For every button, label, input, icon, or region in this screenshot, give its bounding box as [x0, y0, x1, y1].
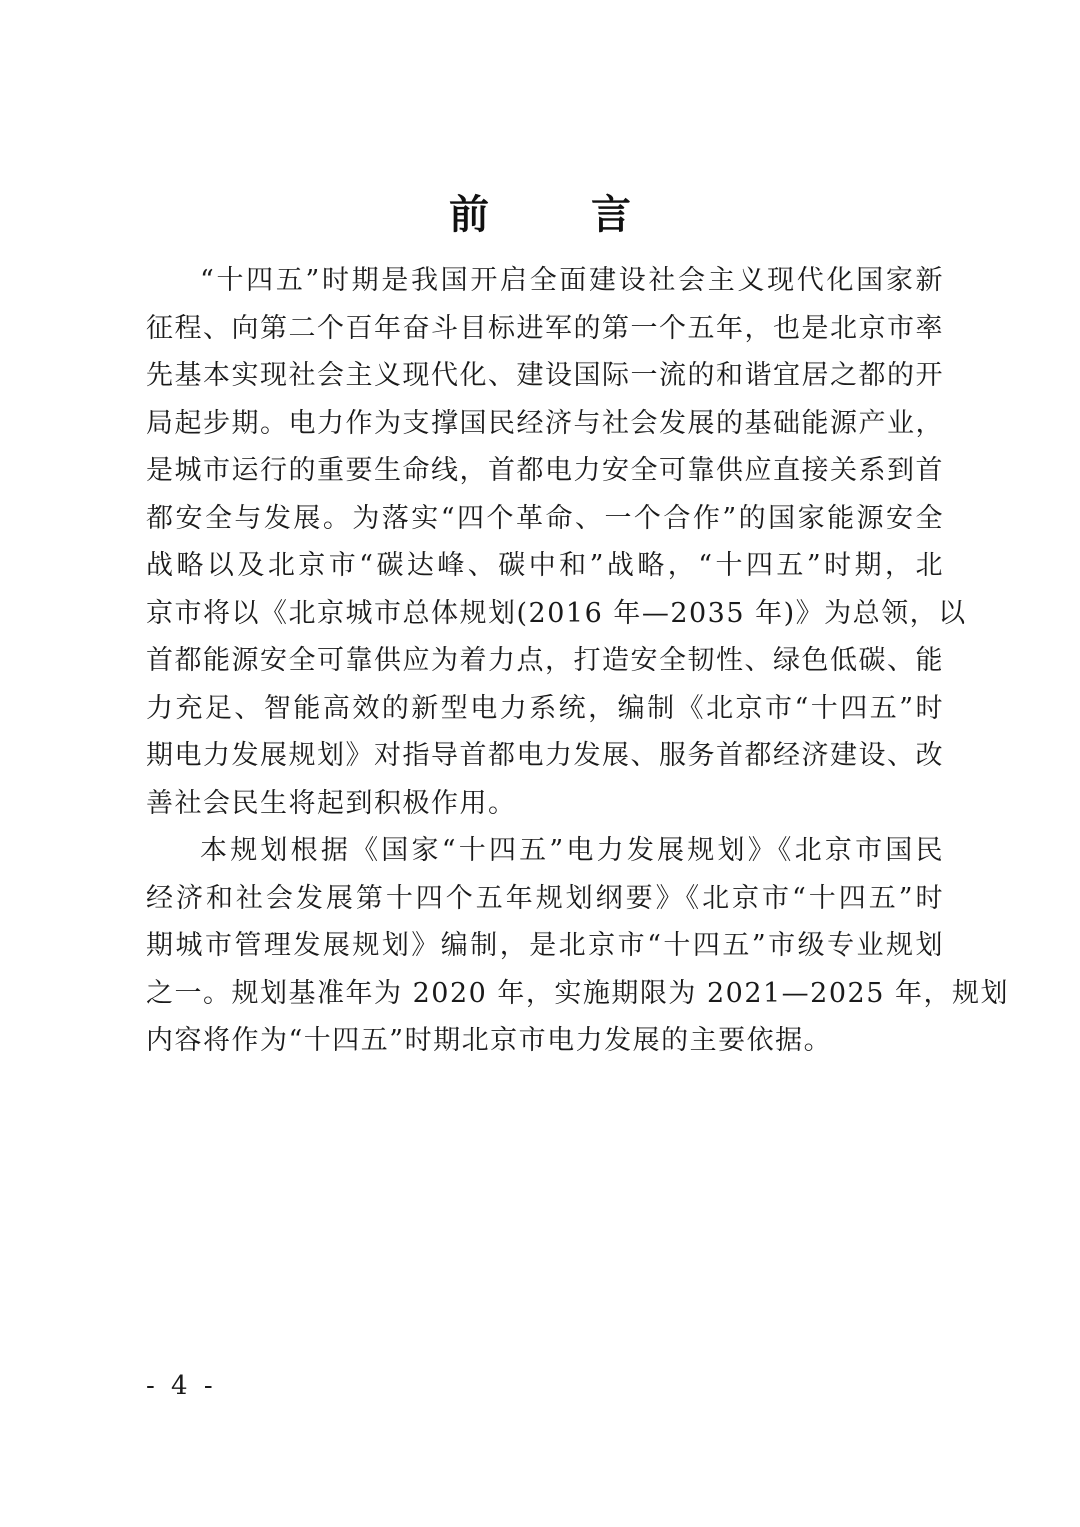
page-title: 前 言	[449, 192, 675, 238]
text-line: 首都能源安全可靠供应为着力点，打造安全韧性、绿色低碳、能	[146, 645, 944, 676]
text-line: “十四五”时期是我国开启全面建设社会主义现代化国家新	[200, 265, 944, 296]
paragraph-2	[146, 827, 1009, 1065]
text-line: 之一。规划基准年为 2020 年，实施期限为 2021—2025 年，规划	[146, 977, 1009, 1009]
text-line: 力充足、智能高效的新型电力系统，编制《北京市“十四五”时	[146, 692, 944, 724]
text-line: 先基本实现社会主义现代化、建设国际一流的和谐宜居之都的开	[146, 360, 944, 391]
text-line: 期城市管理发展规划》编制，是北京市“十四五”市级专业规划	[146, 930, 944, 961]
text-line: 京市将以《北京城市总体规划(2016 年—2035 年)》为总领，以	[146, 597, 967, 629]
text-line: 战略以及北京市“碳达峰、碳中和”战略，“十四五”时期，北	[146, 550, 944, 581]
preface-body	[146, 257, 1009, 1065]
text-line: 都安全与发展。为落实“四个革命、一个合作”的国家能源安全	[146, 502, 944, 534]
text-line: 内容将作为“十四五”时期北京市电力发展的主要依据。	[146, 1025, 833, 1056]
text-line: 局起步期。电力作为支撑国民经济与社会发展的基础能源产业，	[146, 407, 944, 439]
page-number: - 4 -	[146, 1371, 217, 1401]
text-line: 本规划根据《国家“十四五”电力发展规划》《北京市国民	[200, 835, 944, 866]
paragraph-1	[146, 257, 967, 827]
text-line: 善社会民生将起到积极作用。	[146, 787, 517, 819]
text-line: 期电力发展规划》对指导首都电力发展、服务首都经济建设、改	[146, 740, 944, 771]
text-line: 经济和社会发展第十四个五年规划纲要》《北京市“十四五”时	[146, 882, 944, 914]
text-line: 征程、向第二个百年奋斗目标进军的第一个五年，也是北京市率	[146, 312, 944, 344]
text-line: 是城市运行的重要生命线，首都电力安全可靠供应直接关系到首	[146, 455, 944, 486]
